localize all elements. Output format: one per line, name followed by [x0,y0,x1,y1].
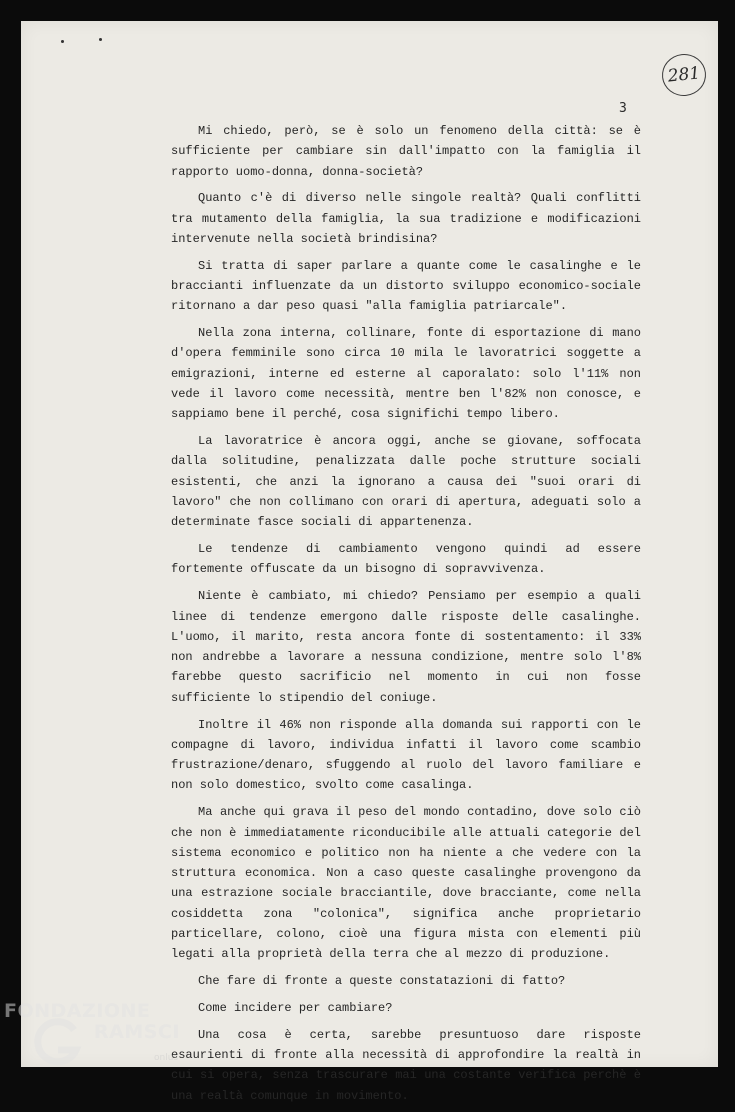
document-body [171,121,641,1112]
margin-mark [99,38,102,41]
page-number: 3 [619,101,627,116]
paragraph: Come incidere per cambiare? [198,1000,393,1015]
archive-number-stamp: 281 [660,52,708,98]
paragraph: Nella zona interna, collinare, fonte di esportazione di mano d'opera femminile sono circa 10 mila le lavoratrici soggette a emigrazioni, interne ed esterne al caporalato: solo l'11% non vede il lavoro come necessità, mentre ben l'82% non conosce, e sappiamo bene il perché, cosa significhi tempo libero. [171,326,641,422]
paragraph: La lavoratrice è ancora oggi, anche se giovane, soffocata dalla solitudine, penalizzata dalle poche strutture sociali esistenti, che anzi la ignorano a causa dei "suoi orari di lavoro" che non collimano con orari di apertura, adeguati solo a determinate fasce sociali di appartenenza. [171,434,641,530]
paragraph: Una cosa è certa, sarebbe presuntuoso dare risposte esaurienti di fronte alla necessità di approfondire la realtà in cui si opera, senza trascurare mai una costante verifica perchè è una realtà comunque in movimento. [171,1027,641,1103]
paragraph: Ma anche qui grava il peso del mondo contadino, dove solo ciò che non è immediatamente riconducibile alle attuali categorie del sistema economico e politico non ha niente a che vedere con la struttura economica. Non a caso queste casalinghe provengono da una estrazione sociale bracciantile, dove bracciante, come nella cosiddetta zona "colonica", significa anche proprietario particellare, colono, cioè una figura mista con elementi più legati alla proprietà della terra che al mezzo di produzione. [171,805,641,962]
paragraph: Si tratta di saper parlare a quante come le casalinghe e le braccianti influenzate da un distorto sviluppo economico-sociale ritornano a dar peso quasi "alla famiglia patriarcale". [171,258,641,314]
margin-mark [61,40,64,43]
document-page [21,21,718,1103]
paragraph: Niente è cambiato, mi chiedo? Pensiamo per esempio a quali linee di tendenze emergono dalle risposte delle casalinghe. L'uomo, il marito, resta ancora fonte di sostentamento: il 33% non andrebbe a lavorare a nessuna condizione, mentre solo l'8% farebbe questo sacrificio nel momento in cui non fosse sufficiente lo stipendio del coniuge. [171,589,641,705]
watermark-suffix: onlus [154,1053,179,1063]
watermark-line2: RAMSCI [94,1021,180,1043]
paragraph: Mi chiedo, però, se è solo un fenomeno della città: se è sufficiente per cambiare sin dall'impatto con la famiglia il rapporto uomo-donna, donna-società? [171,124,641,179]
paragraph: Inoltre il 46% non risponde alla domanda sui rapporti con le compagne di lavoro, individua infatti il lavoro come scambio frustrazione/denaro, sfuggendo al ruolo del lavoro familiare e non solo domestico, svolto come casalinga. [171,717,641,793]
watermark-line1: FONDAZIONE [4,1000,151,1022]
paragraph: Quanto c'è di diverso nelle singole realtà? Quali conflitti tra mutamento della famiglia, la sua tradizione e modificazioni intervenute nella società brindisina? [171,191,641,246]
paragraph: Che fare di fronte a queste constatazioni di fatto? [198,974,566,989]
paragraph: Le tendenze di cambiamento vengono quindi ad essere fortemente offuscate da un bisogno di sopravvivenza. [171,542,641,577]
